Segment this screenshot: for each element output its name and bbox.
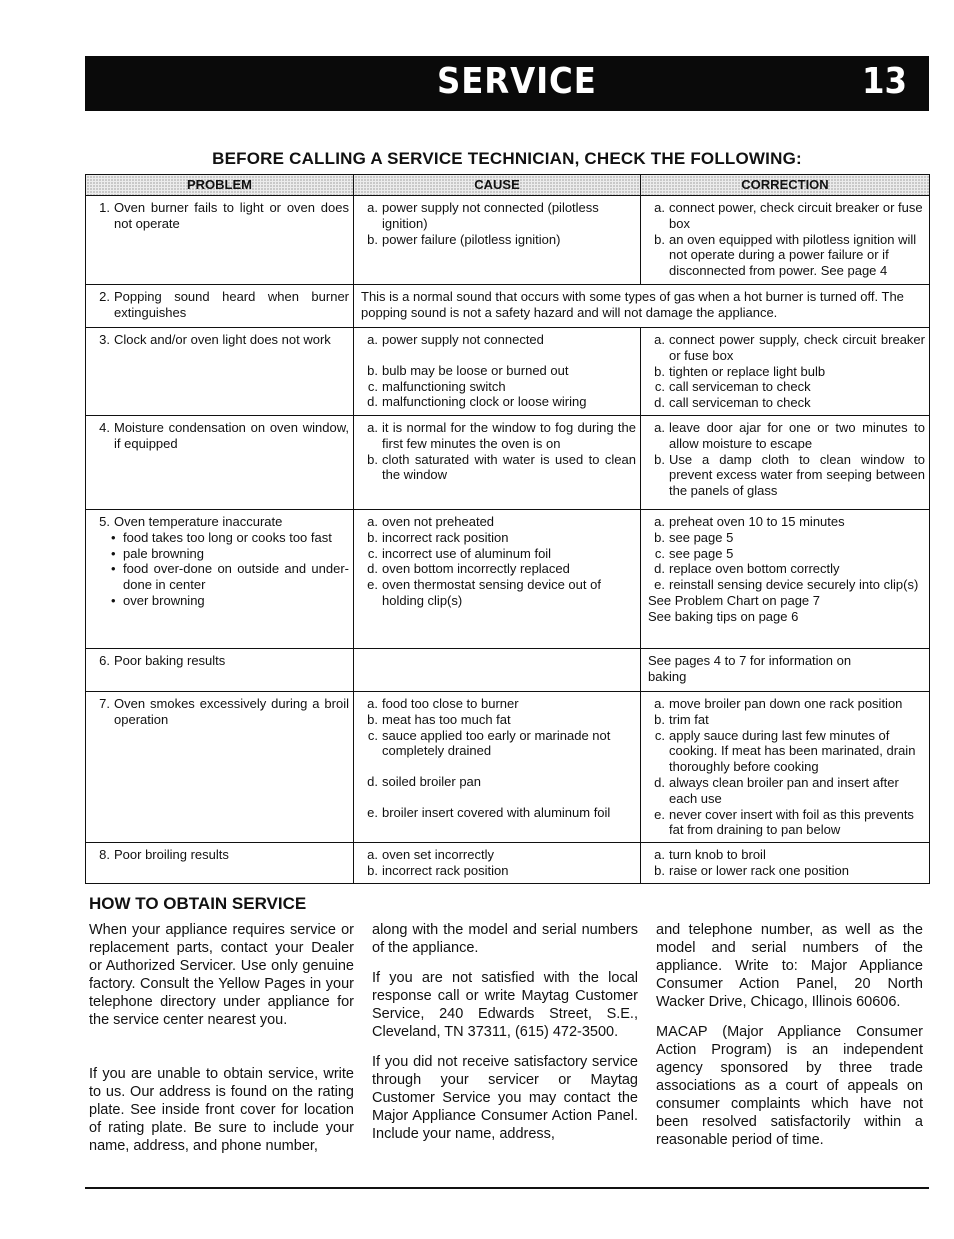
table-row <box>86 285 930 328</box>
paragraph: and telephone number, as well as the model and serial numbers of the appliance. Write to: Major Appliance Consumer Action Panel, 20 North Wacker Drive, Chicago, Illinois 60606. <box>656 922 923 1010</box>
cause-text: power supply not connected (pilotless ignition) <box>382 200 599 231</box>
section-heading: HOW TO OBTAIN SERVICE <box>89 894 307 913</box>
cause-cell: a. power supply not connected b. bulb may be loose or burned out c. malfunctioning switch d. malfunctioning clock or loose wiring <box>354 328 641 416</box>
correction-text: trim fat <box>669 711 709 727</box>
cause-text: food too close to burner <box>382 695 519 711</box>
text-column-1 <box>89 921 354 1155</box>
correction-text: never cover insert with foil as this prevents fat from draining to pan below <box>669 806 914 838</box>
problem-text: Popping sound heard when burner extinguishes <box>114 289 349 320</box>
correction-text: move broiler pan down one rack position <box>669 695 903 711</box>
problem-cell: 2. Popping sound heard when burner extinguishes <box>86 285 354 328</box>
table-header-row <box>86 175 930 196</box>
correction-text: apply sauce during last few minutes of cooking. If meat has been marinated, drain thoroughly before cooking <box>669 727 916 775</box>
page-number: 13 <box>861 61 907 102</box>
problem-text: Poor broiling results <box>114 847 229 863</box>
cause-cell: a. it is normal for the window to fog during the first few minutes the oven is on b. cloth saturated with water is used to clean the window <box>354 415 641 509</box>
table-row <box>86 843 930 884</box>
cause-text: power supply not connected <box>382 332 544 347</box>
cause-text: incorrect rack position <box>382 862 509 878</box>
bullet-icon: • <box>111 545 116 561</box>
text-column-3 <box>656 921 923 1149</box>
correction-cell <box>641 648 930 691</box>
correction-text: raise or lower rack one position <box>669 862 849 878</box>
problem-cell: 4. Moisture condensation on oven window, if equipped <box>86 415 354 509</box>
correction-cell: a. leave door ajar for one or two minutes to allow moisture to escape b. Use a damp cloth to clean window to prevent excess water from seeping between the panels of glass <box>641 415 930 509</box>
cause-text: oven thermostat sensing device out of holding clip(s) <box>382 577 601 608</box>
correction-cell: a. connect power supply, check circuit breaker or fuse box b. tighten or replace light bulb c. call serviceman to check d. call serviceman to check <box>641 328 930 416</box>
problem-text: Oven smokes excessively during a broil operation <box>114 695 349 727</box>
correction-note: See baking tips on page 6 <box>648 608 799 624</box>
correction-text: See pages 4 to 7 for information on baking <box>648 652 852 684</box>
correction-text: call serviceman to check <box>669 379 811 395</box>
cause-text: sauce applied too early or marinade not completely drained <box>382 727 611 759</box>
paragraph: MACAP (Major Appliance Consumer Action Program) is an independent agency sponsored by three trade associations as a court of appeals on consumer complaints which have not been resolved satisfactorily within a reasonable period of time. <box>656 1024 923 1148</box>
correction-text: reinstall sensing device securely into clip(s) <box>669 577 919 593</box>
correction-text: see page 5 <box>669 545 734 561</box>
header-problem: PROBLEM <box>86 175 354 196</box>
problem-text: Oven burner fails to light or oven does not operate <box>114 200 349 231</box>
cause-text: oven set incorrectly <box>382 847 494 863</box>
paragraph: along with the model and serial numbers of the appliance. <box>372 922 638 956</box>
correction-text: turn knob to broil <box>669 847 766 863</box>
header-correction: CORRECTION <box>641 175 930 196</box>
problem-cell: 3. Clock and/or oven light does not work <box>86 328 354 416</box>
text-column-2 <box>372 921 638 1143</box>
correction-text: connect power, check circuit breaker or fuse box <box>669 200 923 231</box>
correction-text: always clean broiler pan and insert after each use <box>669 774 899 806</box>
cause-cell: a. power supply not connected (pilotless ignition) b. power failure (pilotless ignition) <box>354 196 641 285</box>
header-cause: CAUSE <box>354 175 641 196</box>
problem-text: Oven temperature inaccurate <box>114 513 283 529</box>
cause-text: incorrect rack position <box>382 529 509 545</box>
cause-text: bulb may be loose or burned out <box>382 362 569 378</box>
correction-cell: a. preheat oven 10 to 15 minutes b. see page 5 c. see page 5 d. replace oven bottom correctly e. reinstall sensing device securely into clip(s) See Problem Chart on page 7 See baking tips on page 6 <box>641 509 930 648</box>
table-row <box>86 509 930 648</box>
bullet-icon: • <box>111 561 116 577</box>
problem-cell: 5. Oven temperature inaccurate • food takes too long or cooks too fast • pale browning • food over-done on outside and under-done in center • over browning <box>86 509 354 648</box>
problem-text: Clock and/or oven light does not work <box>114 332 331 347</box>
correction-text: leave door ajar for one or two minutes to allow moisture to escape <box>669 419 925 451</box>
cause-text: meat has too much fat <box>382 711 511 727</box>
problem-cell: 8. Poor broiling results <box>86 843 354 884</box>
table-row <box>86 691 930 842</box>
note-text: This is a normal sound that occurs with some types of gas when a hot burner is turned off. The popping sound is not a safety hazard and will not damage the appliance. <box>361 289 904 320</box>
bullet-icon: • <box>111 592 116 608</box>
troubleshooting-table <box>85 174 930 884</box>
correction-cell: a. connect power, check circuit breaker or fuse box b. an oven equipped with pilotless ignition will not operate during a power failure or if disconnected from power. See page 4 <box>641 196 930 285</box>
problem-cell: 7. Oven smokes excessively during a broil operation <box>86 691 354 842</box>
problem-cell: 6. Poor baking results <box>86 648 354 691</box>
cause-text: incorrect use of aluminum foil <box>382 545 552 561</box>
paragraph: If you are unable to obtain service, write to us. Our address is found on the rating plate. See inside front cover for location of rating plate. Be sure to include your name, address, and phone number, <box>89 1066 354 1154</box>
cause-cell <box>354 648 641 691</box>
cause-cell: a. oven not preheated b. incorrect rack position c. incorrect use of aluminum foil d. oven bottom incorrectly replaced e. oven thermostat sensing device out of holding clip(s) <box>354 509 641 648</box>
correction-cell: a. turn knob to broil b. raise or lower rack one position <box>641 843 930 884</box>
correction-text: an oven equipped with pilotless ignition will not operate during a power failure or if disconnected from power. See page 4 <box>669 231 917 279</box>
table-heading: BEFORE CALLING A SERVICE TECHNICIAN, CHECK THE FOLLOWING: <box>212 149 802 168</box>
problem-text: Moisture condensation on oven window, if equipped <box>114 419 349 451</box>
paragraph: If you are not satisfied with the local response call or write Maytag Customer Service, 240 Edwards Street, S.E., Cleveland, TN 37311, (615) 472-3500. <box>372 970 638 1040</box>
table-row <box>86 648 930 691</box>
cause-text: oven bottom incorrectly replaced <box>382 561 570 577</box>
table-row <box>86 328 930 416</box>
problem-text: Poor baking results <box>114 652 226 668</box>
correction-text: call serviceman to check <box>669 395 811 411</box>
correction-note: See Problem Chart on page 7 <box>648 592 820 608</box>
cause-text: cloth saturated with water is used to clean the window <box>382 451 636 483</box>
correction-cell: a. move broiler pan down one rack position b. trim fat c. apply sauce during last few minutes of cooking. If meat has been marinated, drain thoroughly before cooking d. always clean broiler pan and insert after each use e. never cover insert with foil as this prevents fat from draining to pan below <box>641 691 930 842</box>
correction-text: tighten or replace light bulb <box>669 363 826 379</box>
cause-text: it is normal for the window to fog during the first few minutes the oven is on <box>382 419 636 451</box>
cause-text: soiled broiler pan <box>382 774 482 790</box>
bullet-icon: • <box>111 529 116 545</box>
footer-divider <box>85 1187 929 1189</box>
cause-cell: a. oven set incorrectly b. incorrect rack position <box>354 843 641 884</box>
table-row <box>86 415 930 509</box>
paragraph: If you did not receive satisfactory service through your servicer or Maytag Customer Service you may contact the Major Appliance Consumer Action Panel. Include your name, address, <box>372 1054 638 1142</box>
page-title: SERVICE <box>437 61 597 102</box>
correction-text: preheat oven 10 to 15 minutes <box>669 513 845 529</box>
correction-text: connect power supply, check circuit breaker or fuse box <box>669 332 925 363</box>
page-header <box>85 56 929 111</box>
cause-text: oven not preheated <box>382 513 495 529</box>
table-row <box>86 196 930 285</box>
correction-text: Use a damp cloth to clean window to prevent excess water from seeping between the panels of glass <box>669 451 925 499</box>
correction-text: see page 5 <box>669 529 734 545</box>
correction-text: replace oven bottom correctly <box>669 561 840 577</box>
cause-text: power failure (pilotless ignition) <box>382 231 561 247</box>
cause-cell: a. food too close to burner b. meat has too much fat c. sauce applied too early or marinade not completely drained d. soiled broiler pan e. broiler insert covered with aluminum foil <box>354 691 641 842</box>
cause-text: malfunctioning clock or loose wiring <box>382 394 587 410</box>
cause-text: malfunctioning switch <box>382 378 506 394</box>
paragraph: When your appliance requires service or replacement parts, contact your Dealer or Authorized Servicer. Use only genuine factory. Consult the Yellow Pages in your telephone directory under appliance for the service center nearest you. <box>89 922 354 1028</box>
problem-cell: 1. Oven burner fails to light or oven does not operate <box>86 196 354 285</box>
note-cell <box>354 285 930 328</box>
cause-text: broiler insert covered with aluminum foil <box>382 804 611 820</box>
